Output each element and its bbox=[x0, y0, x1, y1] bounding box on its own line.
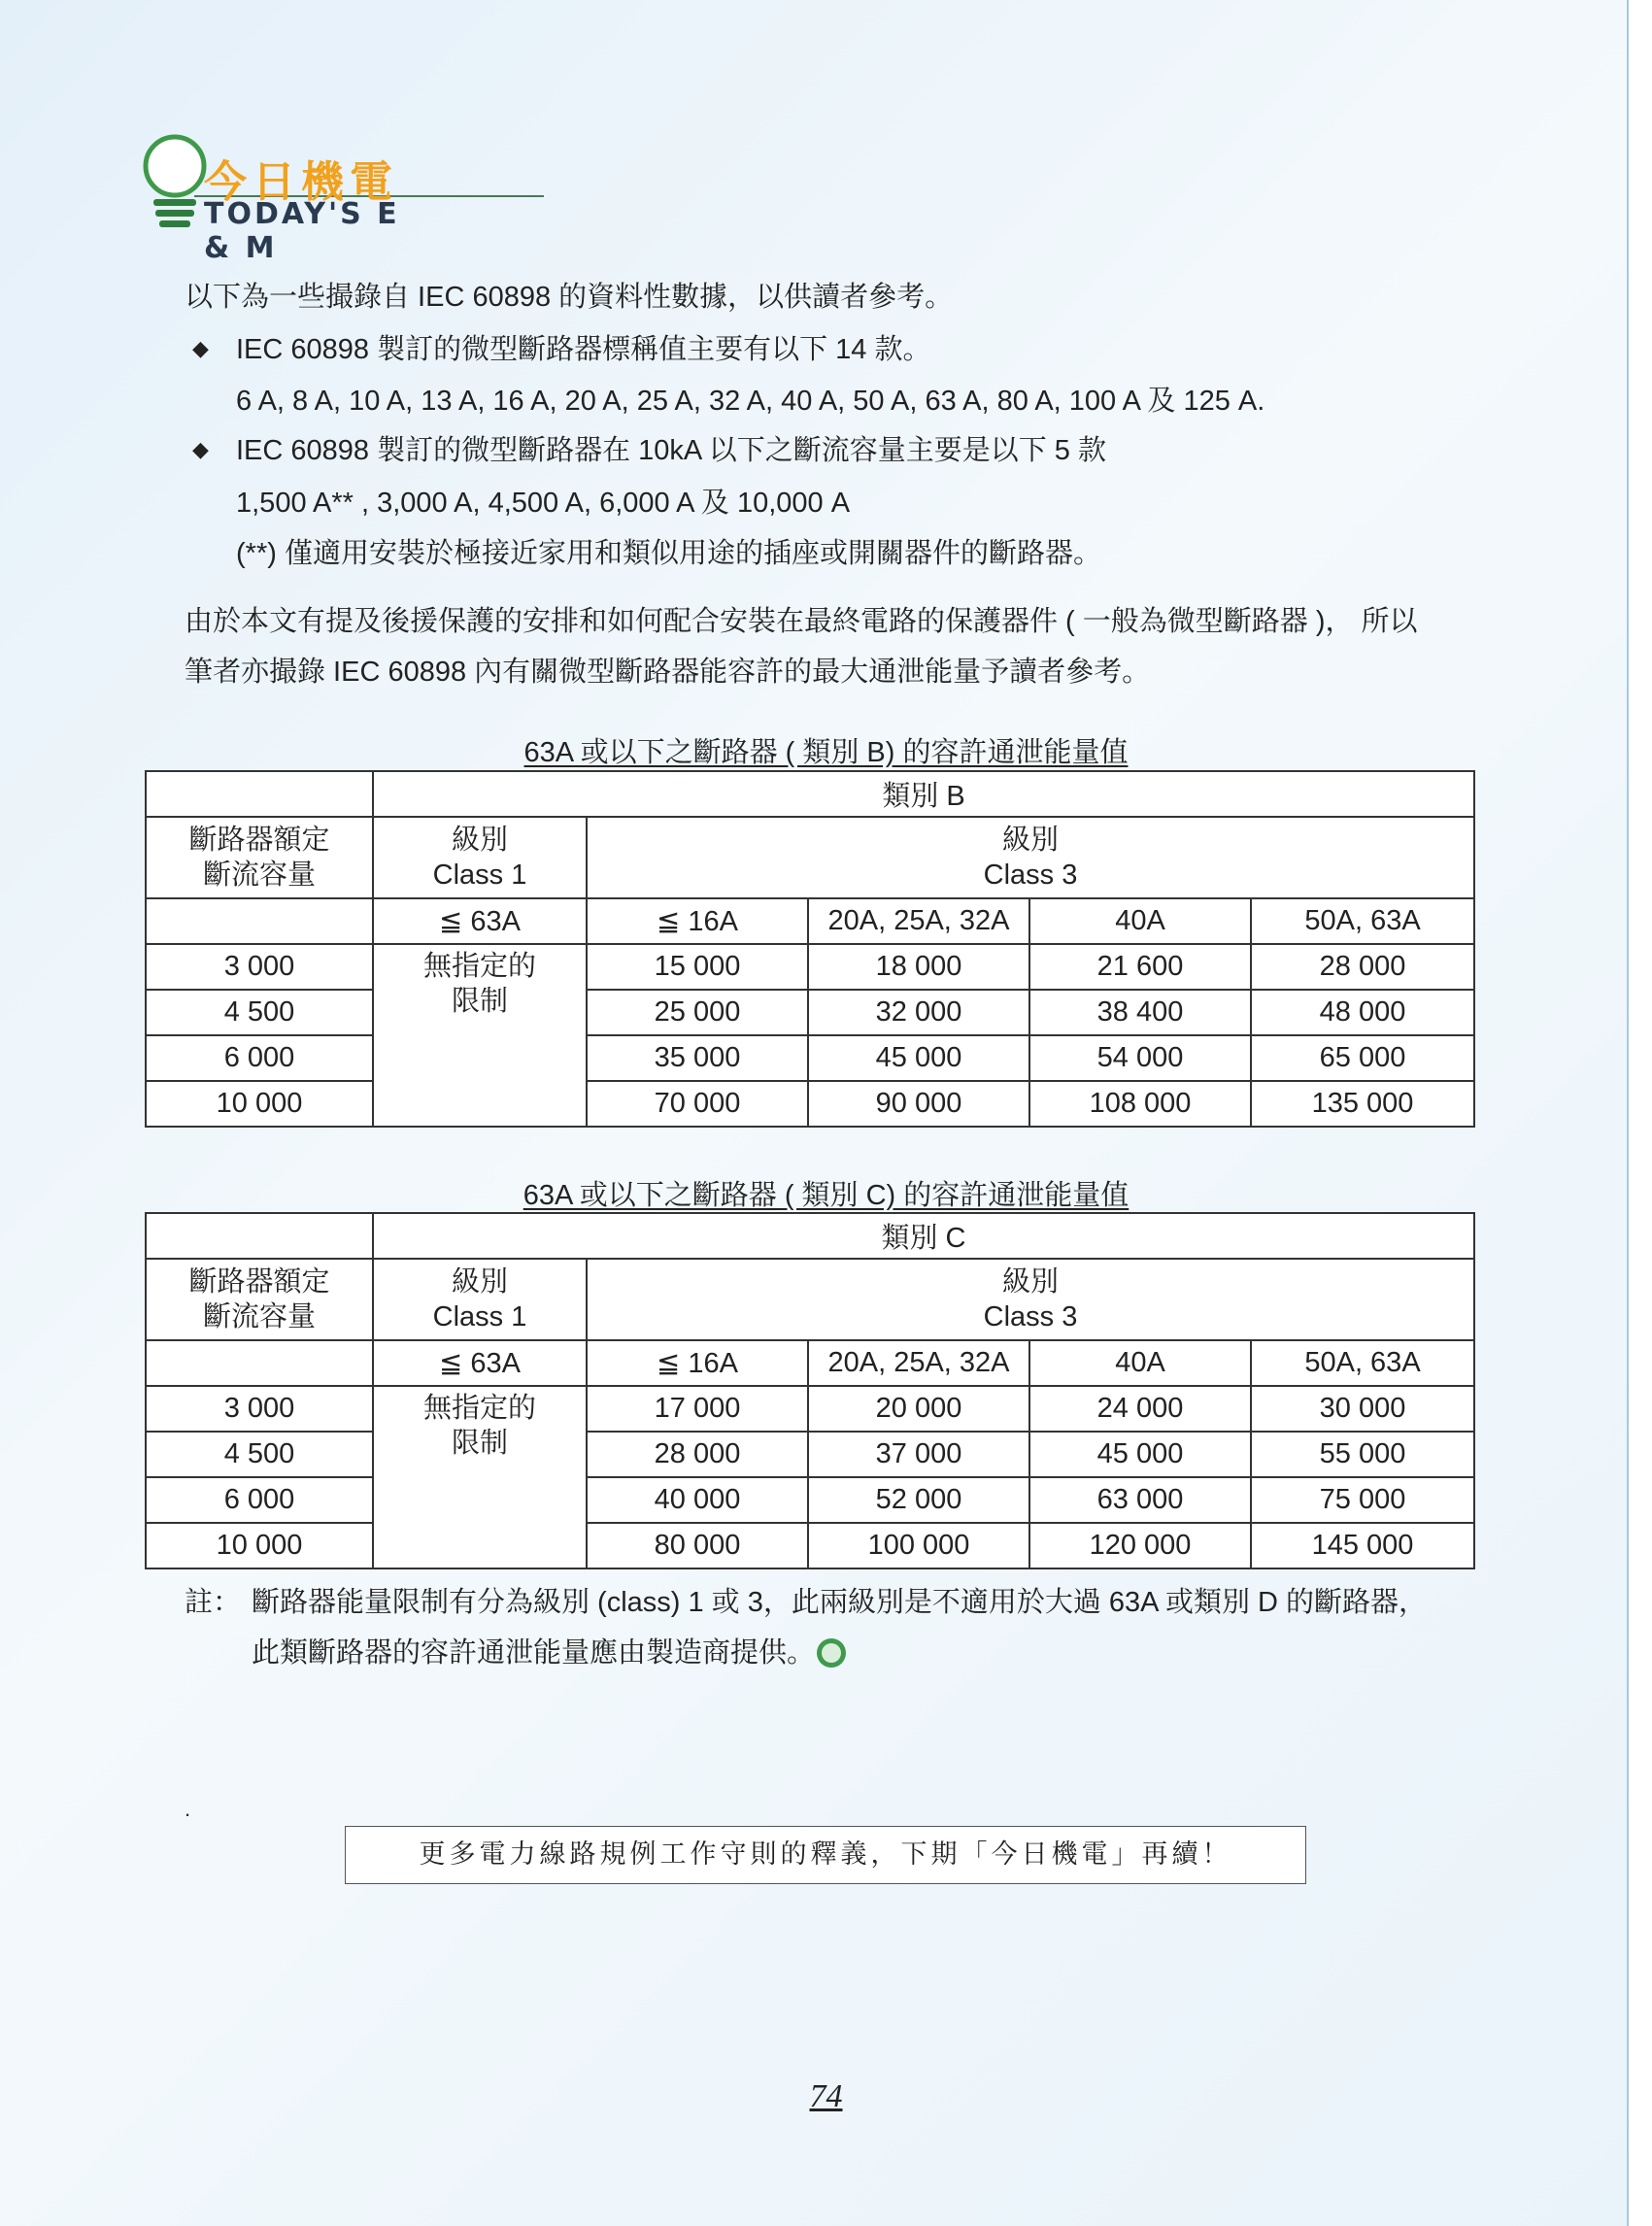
stray-dot: . bbox=[185, 1797, 191, 1821]
value-cell: 30 000 bbox=[1251, 1386, 1474, 1432]
value-cell: 21 600 bbox=[1029, 944, 1251, 990]
sub-header: 20A, 25A, 32A bbox=[808, 898, 1029, 944]
capacity-cell: 10 000 bbox=[146, 1523, 373, 1568]
category-header: 類別 C bbox=[373, 1213, 1474, 1259]
rated-capacity-header: 斷路器額定 斷流容量 bbox=[146, 1259, 373, 1340]
capacity-cell: 4 500 bbox=[146, 990, 373, 1035]
magazine-logo bbox=[136, 131, 427, 265]
sub-header: 40A bbox=[1029, 1340, 1251, 1386]
value-cell: 63 000 bbox=[1029, 1477, 1251, 1523]
value-cell: 45 000 bbox=[808, 1035, 1029, 1081]
no-limit-cell: 無指定的 限制 bbox=[373, 1386, 587, 1568]
class-3-header: 級別 Class 3 bbox=[587, 817, 1474, 898]
category-header: 類別 B bbox=[373, 771, 1474, 817]
value-cell: 120 000 bbox=[1029, 1523, 1251, 1568]
value-cell: 145 000 bbox=[1251, 1523, 1474, 1568]
end-mark-icon bbox=[817, 1638, 846, 1668]
value-cell: 65 000 bbox=[1251, 1035, 1474, 1081]
sub-header: ≦ 63A bbox=[373, 898, 587, 944]
blank-cell bbox=[146, 898, 373, 944]
sub-header: ≦ 16A bbox=[587, 898, 808, 944]
value-cell: 70 000 bbox=[587, 1081, 808, 1127]
sub-header: ≦ 16A bbox=[587, 1340, 808, 1386]
value-cell: 35 000 bbox=[587, 1035, 808, 1081]
paragraph-2-line-2: 筆者亦撮錄 IEC 60898 內有關微型斷路器能容許的最大通泄能量予讀者參考。 bbox=[185, 657, 1151, 688]
value-cell: 18 000 bbox=[808, 944, 1029, 990]
value-cell: 32 000 bbox=[808, 990, 1029, 1035]
bullet-1-line-2: 6 A, 8 A, 10 A, 13 A, 16 A, 20 A, 25 A, 32 A, 40 A, 50 A, 63 A, 80 A, 100 A 及 125 A. bbox=[236, 386, 1265, 417]
bullet-icon: ◆ bbox=[192, 437, 209, 461]
logo-english: TODAY'S E & M bbox=[204, 197, 400, 265]
table-row bbox=[146, 1432, 1474, 1477]
value-cell: 28 000 bbox=[587, 1432, 808, 1477]
value-cell: 45 000 bbox=[1029, 1432, 1251, 1477]
value-cell: 135 000 bbox=[1251, 1081, 1474, 1127]
value-cell: 54 000 bbox=[1029, 1035, 1251, 1081]
value-cell: 48 000 bbox=[1251, 990, 1474, 1035]
capacity-cell: 3 000 bbox=[146, 1386, 373, 1432]
rated-capacity-header: 斷路器額定 斷流容量 bbox=[146, 817, 373, 898]
value-cell: 40 000 bbox=[587, 1477, 808, 1523]
blank-cell bbox=[146, 1213, 373, 1259]
value-cell: 28 000 bbox=[1251, 944, 1474, 990]
class-3-header: 級別 Class 3 bbox=[587, 1259, 1474, 1340]
table-row bbox=[146, 1386, 1474, 1432]
note-line-1: 斷路器能量限制有分為級別 (class) 1 或 3，此兩級別是不適用於大過 63A 或類別 D 的斷路器， bbox=[252, 1587, 1428, 1618]
bullet-1-line-1: IEC 60898 製訂的微型斷路器標稱值主要有以下 14 款。 bbox=[236, 334, 931, 365]
bullet-2-line-3: (**) 僅適用安裝於極接近家用和類似用途的插座或開關器件的斷路器。 bbox=[236, 538, 1101, 569]
table-category-b bbox=[145, 770, 1475, 1128]
sub-header: ≦ 63A bbox=[373, 1340, 587, 1386]
table-row bbox=[146, 1081, 1474, 1127]
bullet-icon: ◆ bbox=[192, 336, 209, 360]
no-limit-cell: 無指定的 限制 bbox=[373, 944, 587, 1127]
blank-cell bbox=[146, 1340, 373, 1386]
table-b-caption: 63A 或以下之斷路器 ( 類別 B) 的容許通泄能量值 bbox=[523, 737, 1129, 768]
table-row bbox=[146, 944, 1474, 990]
note-label: 註： bbox=[185, 1587, 242, 1618]
lightbulb-icon bbox=[136, 131, 214, 238]
bullet-2-line-1: IEC 60898 製訂的微型斷路器在 10kA 以下之斷流容量主要是以下 5 款 bbox=[236, 435, 1106, 466]
value-cell: 20 000 bbox=[808, 1386, 1029, 1432]
page-edge-strip bbox=[1627, 0, 1652, 2226]
class-1-header: 級別 Class 1 bbox=[373, 1259, 587, 1340]
note-line-2 bbox=[252, 1636, 846, 1670]
value-cell: 108 000 bbox=[1029, 1081, 1251, 1127]
value-cell: 15 000 bbox=[587, 944, 808, 990]
value-cell: 80 000 bbox=[587, 1523, 808, 1568]
value-cell: 90 000 bbox=[808, 1081, 1029, 1127]
capacity-cell: 6 000 bbox=[146, 1035, 373, 1081]
value-cell: 75 000 bbox=[1251, 1477, 1474, 1523]
capacity-cell: 4 500 bbox=[146, 1432, 373, 1477]
value-cell: 24 000 bbox=[1029, 1386, 1251, 1432]
value-cell: 52 000 bbox=[808, 1477, 1029, 1523]
bullet-2-line-2: 1,500 A** , 3,000 A, 4,500 A, 6,000 A 及 10,000 A bbox=[236, 488, 851, 519]
logo-chinese: 今日機電 bbox=[204, 157, 398, 207]
value-cell: 25 000 bbox=[587, 990, 808, 1035]
blank-cell bbox=[146, 771, 373, 817]
sub-header: 50A, 63A bbox=[1251, 1340, 1474, 1386]
page-number: 74 bbox=[809, 2078, 843, 2114]
sub-header: 50A, 63A bbox=[1251, 898, 1474, 944]
value-cell: 55 000 bbox=[1251, 1432, 1474, 1477]
next-issue-box: 更多電力線路規例工作守則的釋義，下期「今日機電」再續！ bbox=[345, 1826, 1306, 1884]
table-row bbox=[146, 990, 1474, 1035]
capacity-cell: 6 000 bbox=[146, 1477, 373, 1523]
note-line-2-text: 此類斷路器的容許通泄能量應由製造商提供。 bbox=[252, 1637, 816, 1669]
sub-header: 40A bbox=[1029, 898, 1251, 944]
intro-text: 以下為一些撮錄自 IEC 60898 的資料性數據，以供讀者參考。 bbox=[185, 282, 954, 313]
capacity-cell: 10 000 bbox=[146, 1081, 373, 1127]
table-category-c bbox=[145, 1212, 1475, 1569]
value-cell: 37 000 bbox=[808, 1432, 1029, 1477]
capacity-cell: 3 000 bbox=[146, 944, 373, 990]
table-c-caption: 63A 或以下之斷路器 ( 類別 C) 的容許通泄能量值 bbox=[523, 1180, 1129, 1211]
class-1-header: 級別 Class 1 bbox=[373, 817, 587, 898]
table-row bbox=[146, 1035, 1474, 1081]
value-cell: 38 400 bbox=[1029, 990, 1251, 1035]
paragraph-2-line-1: 由於本文有提及後援保護的安排和如何配合安裝在最終電路的保護器件 ( 一般為微型斷路器 )， 所以 bbox=[185, 606, 1418, 637]
table-row bbox=[146, 1477, 1474, 1523]
sub-header: 20A, 25A, 32A bbox=[808, 1340, 1029, 1386]
table-row bbox=[146, 1523, 1474, 1568]
value-cell: 17 000 bbox=[587, 1386, 808, 1432]
value-cell: 100 000 bbox=[808, 1523, 1029, 1568]
